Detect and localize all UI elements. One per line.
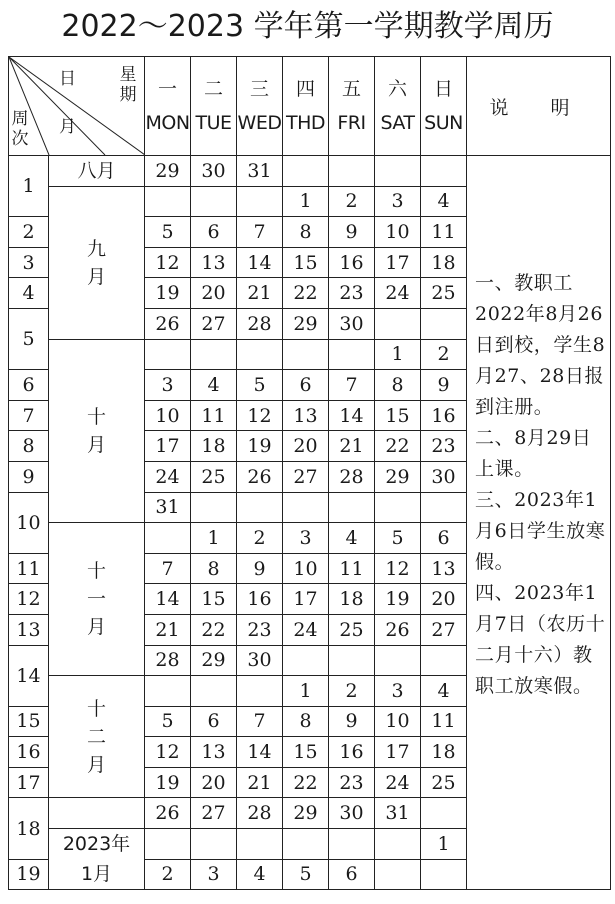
month-label-august: 八月 [49, 156, 145, 187]
week-number: 5 [9, 308, 49, 369]
date-cell: 20 [421, 584, 467, 615]
header-tue: 二 TUE [191, 57, 237, 156]
date-cell: 16 [329, 737, 375, 768]
date-cell: 25 [191, 461, 237, 492]
date-cell: 10 [283, 553, 329, 584]
date-cell [421, 492, 467, 523]
date-cell: 23 [421, 431, 467, 462]
date-cell: 19 [145, 767, 191, 798]
date-cell: 4 [191, 370, 237, 401]
date-cell: 17 [375, 247, 421, 278]
date-cell: 14 [237, 737, 283, 768]
date-cell: 23 [329, 278, 375, 309]
month-label-september: 九月 [49, 186, 145, 339]
date-cell: 8 [191, 553, 237, 584]
date-cell: 8 [283, 706, 329, 737]
date-cell: 24 [375, 767, 421, 798]
date-cell: 1 [283, 676, 329, 707]
date-cell: 18 [191, 431, 237, 462]
date-cell: 22 [283, 767, 329, 798]
header-fri: 五 FRI [329, 57, 375, 156]
date-cell: 21 [237, 278, 283, 309]
date-cell: 14 [329, 400, 375, 431]
date-cell: 24 [283, 614, 329, 645]
month-label-october: 十月 [49, 339, 145, 523]
date-cell [145, 186, 191, 217]
date-cell: 2 [237, 523, 283, 554]
date-cell: 12 [375, 553, 421, 584]
month-empty-cell [49, 798, 145, 829]
date-cell: 22 [375, 431, 421, 462]
month-label-november: 十一月 [49, 523, 145, 676]
page-title: 2022～2023 学年第一学期教学周历 [61, 9, 554, 44]
date-cell [191, 492, 237, 523]
date-cell: 7 [237, 706, 283, 737]
date-cell: 31 [145, 492, 191, 523]
date-cell: 13 [421, 553, 467, 584]
date-cell [421, 798, 467, 829]
note-item: 四、2023年1月7日（农历十二月十六）教职工放寒假。 [475, 582, 606, 697]
date-cell [237, 829, 283, 860]
date-cell: 29 [283, 308, 329, 339]
date-cell: 4 [329, 523, 375, 554]
date-cell: 4 [421, 186, 467, 217]
date-cell: 2 [329, 186, 375, 217]
date-cell: 21 [145, 614, 191, 645]
date-cell: 9 [237, 553, 283, 584]
date-cell: 17 [283, 584, 329, 615]
date-cell [375, 308, 421, 339]
date-cell [283, 339, 329, 370]
date-cell: 5 [283, 859, 329, 890]
date-cell: 16 [421, 400, 467, 431]
date-cell [191, 339, 237, 370]
date-cell: 11 [191, 400, 237, 431]
date-cell: 6 [191, 217, 237, 248]
notes-cell [467, 156, 611, 890]
note-item: 三、2023年1月6日学生放寒假。 [475, 489, 606, 573]
date-cell: 31 [375, 798, 421, 829]
date-cell: 3 [145, 370, 191, 401]
date-cell [329, 156, 375, 187]
date-cell: 25 [329, 614, 375, 645]
date-cell: 10 [375, 706, 421, 737]
date-cell: 30 [191, 156, 237, 187]
date-cell: 11 [421, 706, 467, 737]
date-cell: 29 [145, 156, 191, 187]
date-cell [375, 859, 421, 890]
date-cell [283, 492, 329, 523]
date-cell: 1 [421, 829, 467, 860]
date-cell: 5 [237, 370, 283, 401]
date-cell [329, 339, 375, 370]
corner-label-weekday: 星期 [119, 65, 137, 105]
date-cell: 14 [145, 584, 191, 615]
date-cell: 7 [329, 370, 375, 401]
date-cell: 18 [329, 584, 375, 615]
date-cell: 19 [237, 431, 283, 462]
date-cell: 2 [421, 339, 467, 370]
week-number: 18 [9, 798, 49, 859]
calendar-table [8, 56, 611, 890]
date-cell: 18 [421, 247, 467, 278]
date-cell [237, 676, 283, 707]
week-number: 6 [9, 370, 49, 401]
date-cell [421, 308, 467, 339]
date-cell: 22 [283, 278, 329, 309]
date-cell: 27 [421, 614, 467, 645]
date-cell: 12 [145, 247, 191, 278]
date-cell: 3 [375, 676, 421, 707]
notes-header: 说 明 [467, 57, 611, 156]
date-cell: 6 [421, 523, 467, 554]
corner-label-week: 周次 [11, 109, 29, 149]
week-number: 19 [9, 859, 49, 890]
date-cell: 8 [283, 217, 329, 248]
header-wed: 三 WED [237, 57, 283, 156]
date-cell [191, 829, 237, 860]
date-cell: 13 [283, 400, 329, 431]
week-number: 15 [9, 706, 49, 737]
date-cell [283, 645, 329, 676]
date-cell: 20 [283, 431, 329, 462]
week-number: 17 [9, 767, 49, 798]
week-number: 1 [9, 156, 49, 217]
week-number: 11 [9, 553, 49, 584]
table-row [9, 156, 611, 187]
date-cell: 25 [421, 767, 467, 798]
date-cell: 27 [283, 461, 329, 492]
date-cell: 28 [237, 798, 283, 829]
date-cell: 5 [145, 706, 191, 737]
header-thu: 四 THD [283, 57, 329, 156]
date-cell [421, 859, 467, 890]
date-cell: 15 [283, 737, 329, 768]
date-cell [145, 676, 191, 707]
date-cell [283, 156, 329, 187]
week-number: 9 [9, 461, 49, 492]
date-cell [283, 829, 329, 860]
corner-label-month: 月 [59, 117, 76, 137]
date-cell: 19 [375, 584, 421, 615]
date-cell: 29 [191, 645, 237, 676]
date-cell [145, 829, 191, 860]
header-mon: 一 MON [145, 57, 191, 156]
date-cell: 5 [145, 217, 191, 248]
date-cell: 25 [421, 278, 467, 309]
date-cell: 13 [191, 247, 237, 278]
date-cell: 3 [191, 859, 237, 890]
date-cell: 1 [283, 186, 329, 217]
date-cell: 26 [375, 614, 421, 645]
date-cell: 4 [237, 859, 283, 890]
week-number: 16 [9, 737, 49, 768]
date-cell [237, 339, 283, 370]
date-cell: 21 [237, 767, 283, 798]
date-cell: 30 [237, 645, 283, 676]
date-cell [329, 645, 375, 676]
date-cell: 10 [375, 217, 421, 248]
date-cell [191, 676, 237, 707]
date-cell: 24 [145, 461, 191, 492]
date-cell [421, 645, 467, 676]
date-cell: 29 [283, 798, 329, 829]
week-number: 13 [9, 614, 49, 645]
date-cell [145, 523, 191, 554]
date-cell: 13 [191, 737, 237, 768]
date-cell: 1 [191, 523, 237, 554]
date-cell: 12 [237, 400, 283, 431]
date-cell [329, 492, 375, 523]
date-cell: 23 [237, 614, 283, 645]
date-cell: 3 [375, 186, 421, 217]
header-sun: 日 SUN [421, 57, 467, 156]
date-cell [237, 492, 283, 523]
date-cell: 4 [421, 676, 467, 707]
date-cell: 3 [283, 523, 329, 554]
date-cell: 26 [237, 461, 283, 492]
week-number: 4 [9, 278, 49, 309]
month-label-january: 1月 [49, 859, 145, 890]
date-cell: 15 [191, 584, 237, 615]
date-cell: 21 [329, 431, 375, 462]
date-cell: 11 [421, 217, 467, 248]
week-number: 8 [9, 431, 49, 462]
date-cell: 27 [191, 798, 237, 829]
date-cell: 14 [237, 247, 283, 278]
date-cell: 22 [191, 614, 237, 645]
date-cell: 8 [375, 370, 421, 401]
date-cell: 26 [145, 798, 191, 829]
header-row [9, 57, 611, 156]
date-cell: 24 [375, 278, 421, 309]
date-cell: 27 [191, 308, 237, 339]
corner-header-cell [9, 57, 145, 156]
date-cell: 20 [191, 278, 237, 309]
corner-label-day: 日 [59, 69, 76, 89]
week-number: 12 [9, 584, 49, 615]
note-item: 一、教职工2022年8月26日到校，学生8月27、28日报到注册。 [475, 272, 606, 418]
date-cell: 7 [237, 217, 283, 248]
date-cell: 6 [329, 859, 375, 890]
date-cell: 30 [329, 798, 375, 829]
date-cell [375, 156, 421, 187]
week-number: 7 [9, 400, 49, 431]
date-cell: 28 [237, 308, 283, 339]
date-cell: 15 [283, 247, 329, 278]
date-cell: 15 [375, 400, 421, 431]
date-cell [375, 645, 421, 676]
note-item: 二、8月29日上课。 [475, 427, 592, 480]
date-cell: 17 [145, 431, 191, 462]
date-cell [421, 156, 467, 187]
date-cell: 9 [329, 217, 375, 248]
date-cell: 2 [145, 859, 191, 890]
week-number: 3 [9, 247, 49, 278]
date-cell: 7 [145, 553, 191, 584]
date-cell: 1 [375, 339, 421, 370]
date-cell: 10 [145, 400, 191, 431]
date-cell: 29 [375, 461, 421, 492]
date-cell: 12 [145, 737, 191, 768]
date-cell [375, 829, 421, 860]
date-cell: 30 [329, 308, 375, 339]
header-sat: 六 SAT [375, 57, 421, 156]
date-cell: 2 [329, 676, 375, 707]
date-cell [375, 492, 421, 523]
date-cell: 30 [421, 461, 467, 492]
date-cell: 26 [145, 308, 191, 339]
month-label-year-2023: 2023年 [49, 829, 145, 860]
date-cell [145, 339, 191, 370]
date-cell: 6 [191, 706, 237, 737]
date-cell [329, 829, 375, 860]
date-cell: 11 [329, 553, 375, 584]
date-cell [237, 186, 283, 217]
week-number: 10 [9, 492, 49, 553]
date-cell: 31 [237, 156, 283, 187]
date-cell: 5 [375, 523, 421, 554]
date-cell: 23 [329, 767, 375, 798]
date-cell: 9 [329, 706, 375, 737]
date-cell: 20 [191, 767, 237, 798]
date-cell [191, 186, 237, 217]
date-cell: 19 [145, 278, 191, 309]
date-cell: 16 [329, 247, 375, 278]
date-cell: 6 [283, 370, 329, 401]
date-cell: 28 [329, 461, 375, 492]
week-number: 14 [9, 645, 49, 706]
month-label-december: 十二月 [49, 676, 145, 798]
date-cell: 17 [375, 737, 421, 768]
date-cell: 28 [145, 645, 191, 676]
week-number: 2 [9, 217, 49, 248]
date-cell: 16 [237, 584, 283, 615]
date-cell: 9 [421, 370, 467, 401]
date-cell: 18 [421, 737, 467, 768]
